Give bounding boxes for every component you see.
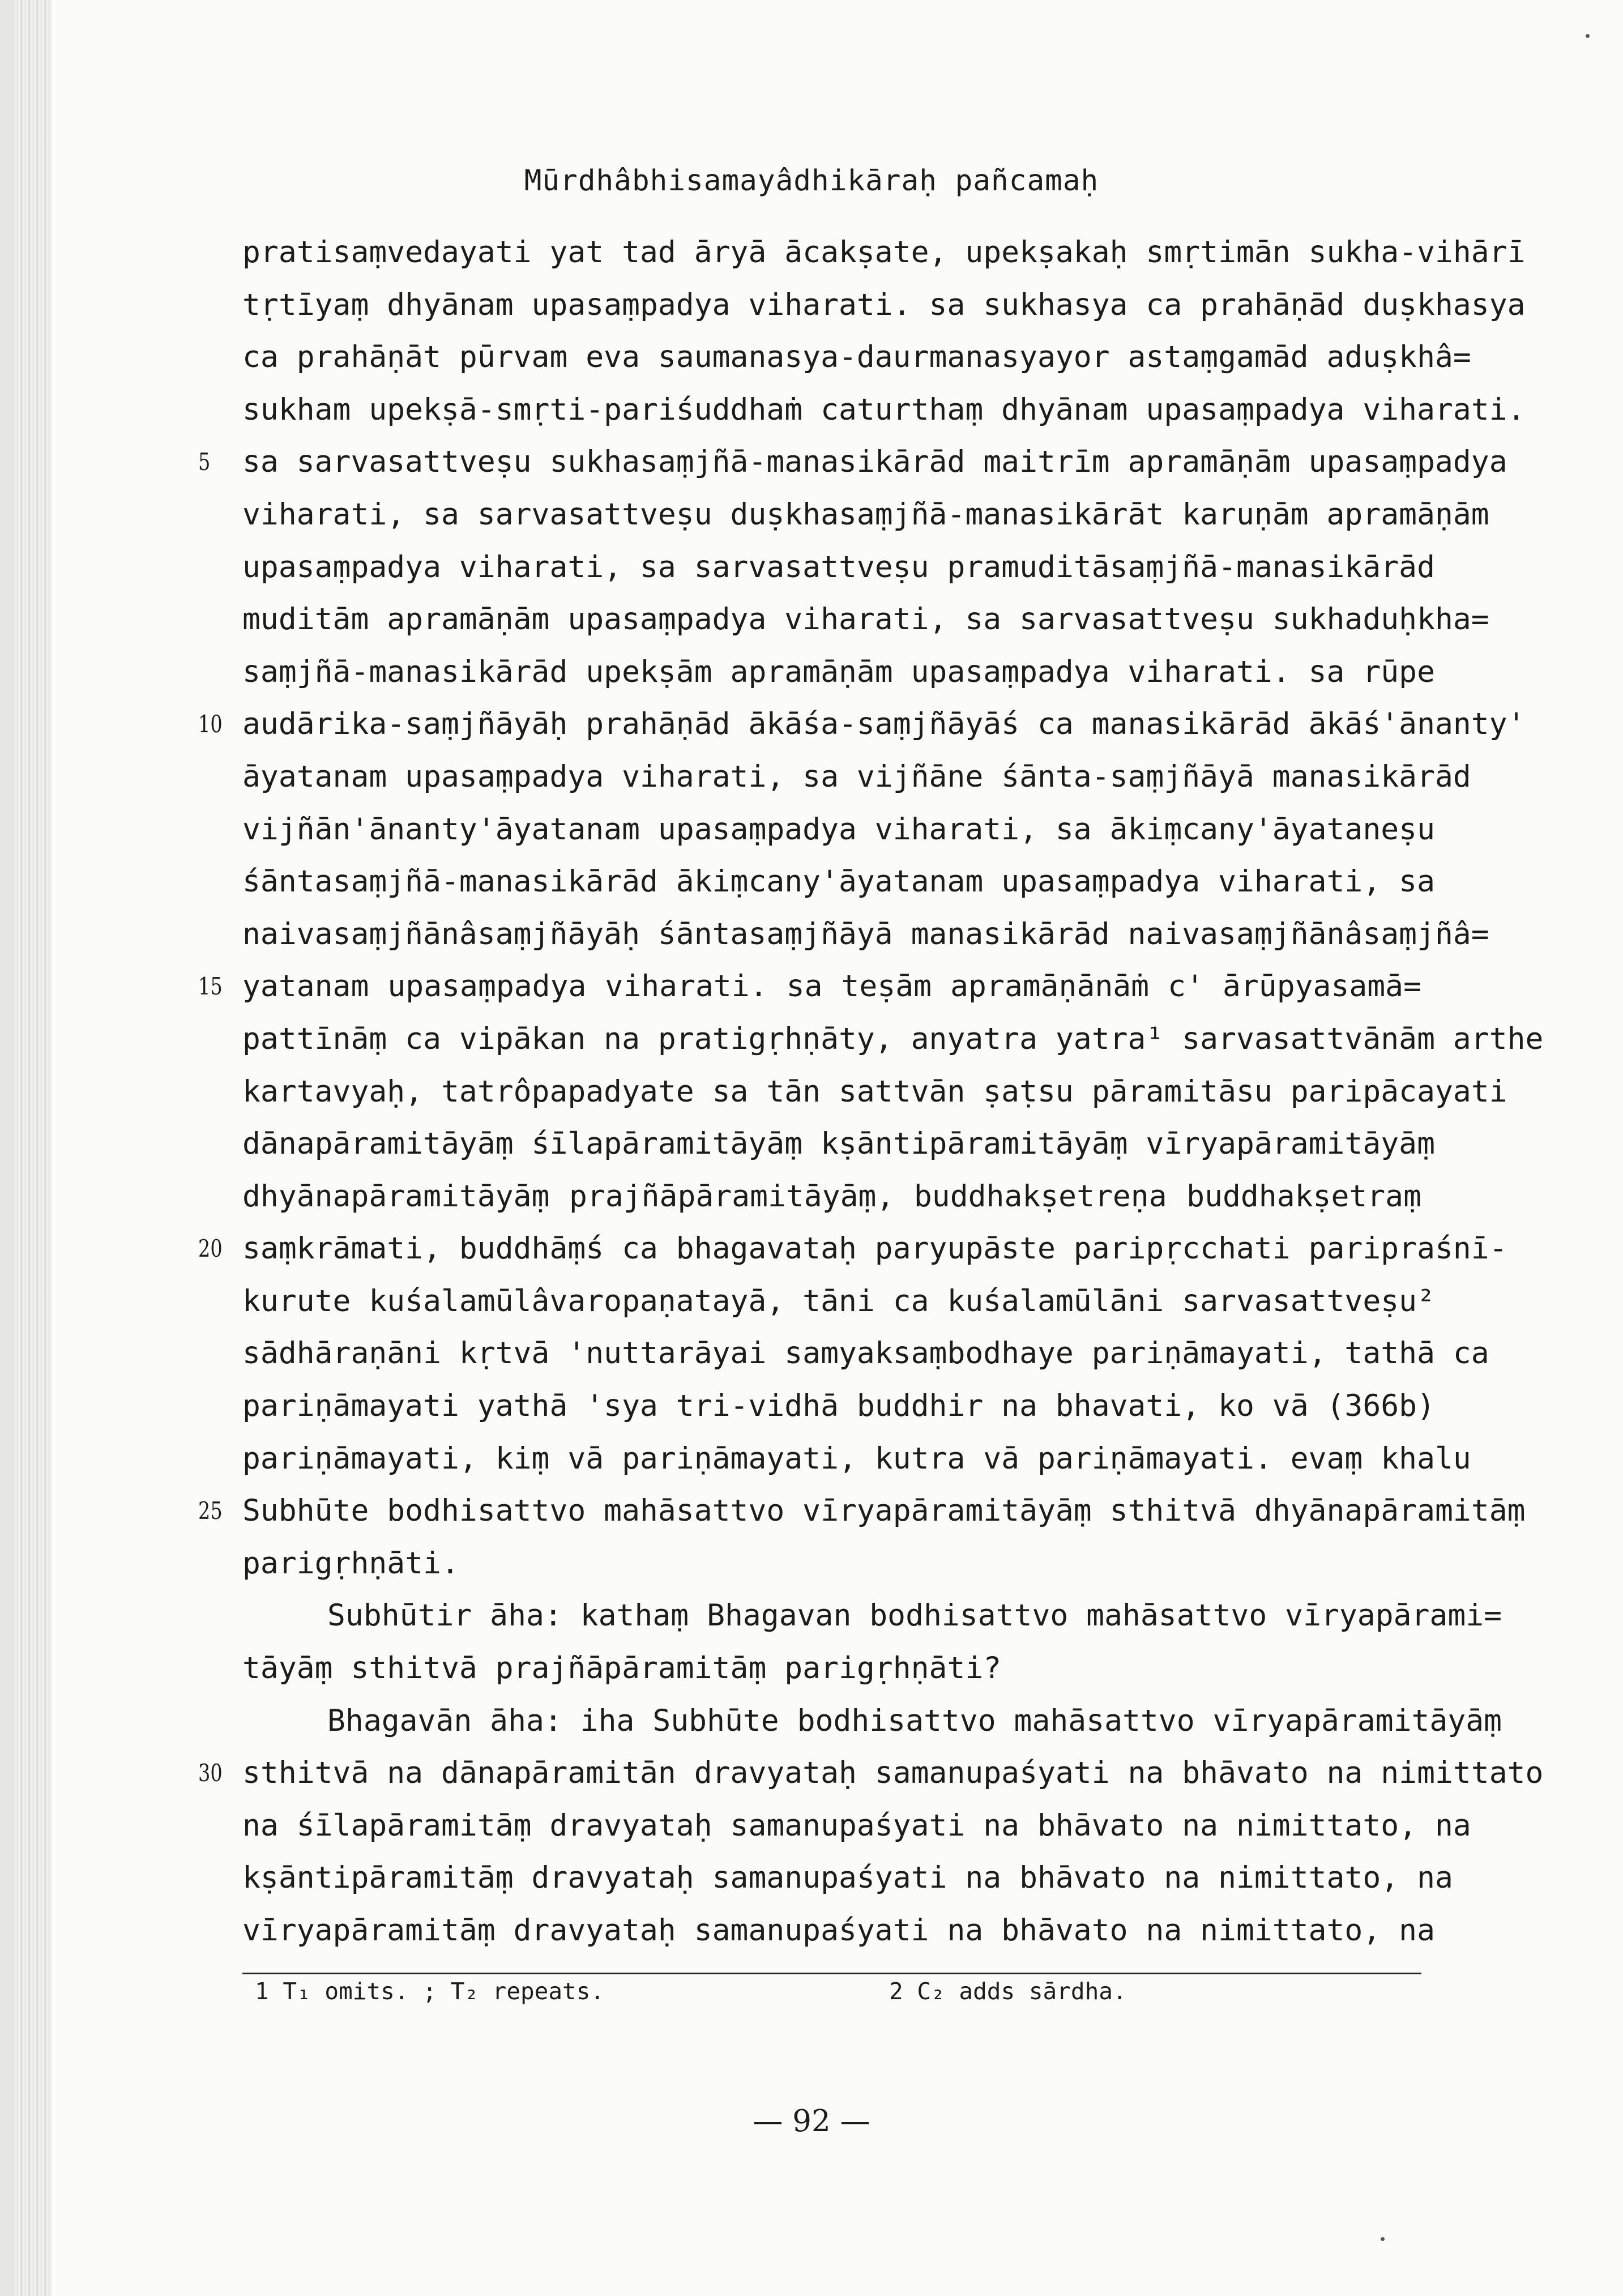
text-line bbox=[242, 1171, 1421, 1223]
binding-shadow bbox=[0, 0, 15, 2296]
line-text: pratisaṃvedayati yat tad āryā ācakṣate, upekṣakaḥ smṛtimān sukha-vihārī bbox=[242, 235, 1526, 270]
text-line bbox=[242, 1905, 1435, 1957]
line-text: upasaṃpadya viharati, sa sarvasattveṣu pramuditāsaṃjñā-manasikārād bbox=[242, 549, 1435, 584]
line-text: āyatanam upasaṃpadya viharati, sa vijñāne śānta-saṃjñāyā manasikārād bbox=[242, 759, 1471, 794]
text-line bbox=[242, 908, 1489, 961]
text-line bbox=[198, 1223, 1507, 1275]
line-number: 20 bbox=[198, 1235, 223, 1263]
line-text: tāyāṃ sthitvā prajñāpāramitāṃ parigṛhṇāti? bbox=[242, 1651, 1002, 1686]
text-line bbox=[242, 1642, 1421, 1695]
text-line bbox=[242, 1695, 1502, 1748]
text-line bbox=[242, 1066, 1507, 1119]
text-line bbox=[198, 436, 1507, 489]
line-text: saṃjñā-manasikārād upekṣām apramāṇām upasaṃpadya viharati. sa rūpe bbox=[242, 654, 1435, 689]
line-text: ca prahāṇāt pūrvam eva saumanasya-daurmanasyayor astaṃgamād aduṣkhâ= bbox=[242, 340, 1471, 375]
text-line bbox=[198, 698, 1526, 751]
text-line bbox=[242, 489, 1489, 541]
line-text: vīryapāramitāṃ dravyataḥ samanupaśyati na bhāvato na nimittato, na bbox=[242, 1913, 1435, 1948]
line-text: vijñān'ānanty'āyatanam upasaṃpadya viharati, sa ākiṃcany'āyataneṣu bbox=[242, 812, 1435, 847]
line-text: sādhāraṇāni kṛtvā 'nuttarāyai samyaksaṃbodhaye pariṇāmayati, tathā ca bbox=[242, 1336, 1489, 1371]
line-number: 30 bbox=[198, 1759, 223, 1787]
text-line bbox=[242, 751, 1471, 804]
text-line bbox=[242, 1538, 1421, 1590]
footnote-2: 2 C₂ adds sārdha. bbox=[889, 1978, 1127, 2005]
line-text: Subhūte bodhisattvo mahāsattvo vīryapāramitāyāṃ sthitvā dhyānapāramitāṃ bbox=[242, 1493, 1526, 1529]
line-number: 10 bbox=[198, 710, 223, 739]
line-text: naivasaṃjñānâsaṃjñāyāḥ śāntasaṃjñāyā manasikārād naivasaṃjñānâsaṃjñâ= bbox=[242, 916, 1489, 951]
line-number: 25 bbox=[198, 1497, 223, 1525]
text-line bbox=[242, 594, 1489, 646]
text-line bbox=[198, 961, 1421, 1013]
line-text: audārika-saṃjñāyāḥ prahāṇād ākāśa-saṃjñāyāś ca manasikārād ākāś'ānanty' bbox=[242, 707, 1526, 742]
text-line bbox=[242, 384, 1526, 437]
line-text: tṛtīyaṃ dhyānam upasaṃpadya viharati. sa sukhasya ca prahāṇād duṣkhasya bbox=[242, 287, 1526, 322]
line-number: 5 bbox=[198, 448, 211, 476]
line-text: sa sarvasattveṣu sukhasaṃjñā-manasikārād maitrīm apramāṇām upasaṃpadya bbox=[242, 445, 1507, 480]
line-text: viharati, sa sarvasattveṣu duṣkhasaṃjñā-manasikārāt karuṇām apramāṇām bbox=[242, 497, 1489, 532]
text-line bbox=[242, 804, 1435, 856]
text-line bbox=[242, 646, 1435, 699]
text-line bbox=[242, 1013, 1544, 1066]
line-text: śāntasaṃjñā-manasikārād ākiṃcany'āyatanam upasaṃpadya viharati, sa bbox=[242, 864, 1435, 899]
scan-speck bbox=[1586, 34, 1590, 38]
line-number: 15 bbox=[198, 972, 223, 1001]
text-line bbox=[242, 1852, 1453, 1905]
line-text: parigṛhṇāti. bbox=[242, 1546, 459, 1581]
line-text: Bhagavān āha: iha Subhūte bodhisattvo mahāsattvo vīryapāramitāyāṃ bbox=[327, 1703, 1502, 1738]
line-text: dhyānapāramitāyāṃ prajñāpāramitāyāṃ, buddhakṣetreṇa buddhakṣetraṃ bbox=[242, 1179, 1421, 1214]
text-line bbox=[242, 331, 1471, 384]
text-line bbox=[242, 856, 1435, 908]
text-line bbox=[242, 1433, 1471, 1486]
line-text: kartavyaḥ, tatrôpapadyate sa tān sattvān ṣaṭsu pāramitāsu paripācayati bbox=[242, 1074, 1507, 1109]
text-line bbox=[242, 279, 1526, 332]
line-text: kṣāntipāramitāṃ dravyataḥ samanupaśyati na bhāvato na nimittato, na bbox=[242, 1860, 1453, 1896]
line-text: pattīnāṃ ca vipākan na pratigṛhṇāty, anyatra yatra¹ sarvasattvānām arthe bbox=[242, 1021, 1544, 1056]
text-line bbox=[242, 227, 1526, 279]
scan-speck bbox=[1381, 2237, 1385, 2241]
footnote-rule bbox=[242, 1973, 1421, 1974]
line-text: kurute kuśalamūlâvaropaṇatayā, tāni ca kuśalamūlāni sarvasattveṣu² bbox=[242, 1283, 1435, 1318]
running-header: Mūrdhâbhisamayâdhikāraḥ pañcamaḥ bbox=[524, 164, 1099, 198]
text-line bbox=[242, 1380, 1435, 1433]
line-text: pariṇāmayati, kiṃ vā pariṇāmayati, kutra vā pariṇāmayati. evaṃ khalu bbox=[242, 1441, 1471, 1476]
line-text: muditām apramāṇām upasaṃpadya viharati, sa sarvasattveṣu sukhaduḥkha= bbox=[242, 602, 1489, 637]
text-line bbox=[242, 1590, 1502, 1642]
line-text: Subhūtir āha: kathaṃ Bhagavan bodhisattvo mahāsattvo vīryapārami= bbox=[327, 1598, 1502, 1633]
text-line bbox=[198, 1747, 1544, 1800]
line-text: sukham upekṣā-smṛti-pariśuddhaṁ caturthaṃ dhyānam upasaṃpadya viharati. bbox=[242, 392, 1526, 427]
text-line bbox=[242, 1275, 1435, 1328]
page-number: — 92 — bbox=[753, 2104, 870, 2139]
text-line bbox=[242, 1328, 1489, 1380]
line-text: dānapāramitāyāṃ śīlapāramitāyāṃ kṣāntipāramitāyāṃ vīryapāramitāyāṃ bbox=[242, 1126, 1435, 1162]
line-text: saṃkrāmati, buddhāṃś ca bhagavataḥ paryupāste paripṛcchati paripraśnī- bbox=[242, 1231, 1507, 1266]
text-line bbox=[242, 1118, 1435, 1171]
line-text: sthitvā na dānapāramitān dravyataḥ samanupaśyati na bhāvato na nimittato bbox=[242, 1756, 1544, 1791]
text-line bbox=[198, 1485, 1526, 1538]
text-line bbox=[242, 1800, 1471, 1853]
line-text: yatanam upasaṃpadya viharati. sa teṣām apramāṇānāṁ c' ārūpyasamā= bbox=[242, 969, 1421, 1004]
footnote-1: 1 T₁ omits. ; T₂ repeats. bbox=[255, 1978, 605, 2005]
line-text: pariṇāmayati yathā 'sya tri-vidhā buddhir na bhavati, ko vā (366b) bbox=[242, 1389, 1435, 1424]
line-text: na śīlapāramitāṃ dravyataḥ samanupaśyati na bhāvato na nimittato, na bbox=[242, 1808, 1471, 1843]
main-text-body bbox=[198, 227, 1544, 1957]
text-line bbox=[242, 541, 1435, 594]
